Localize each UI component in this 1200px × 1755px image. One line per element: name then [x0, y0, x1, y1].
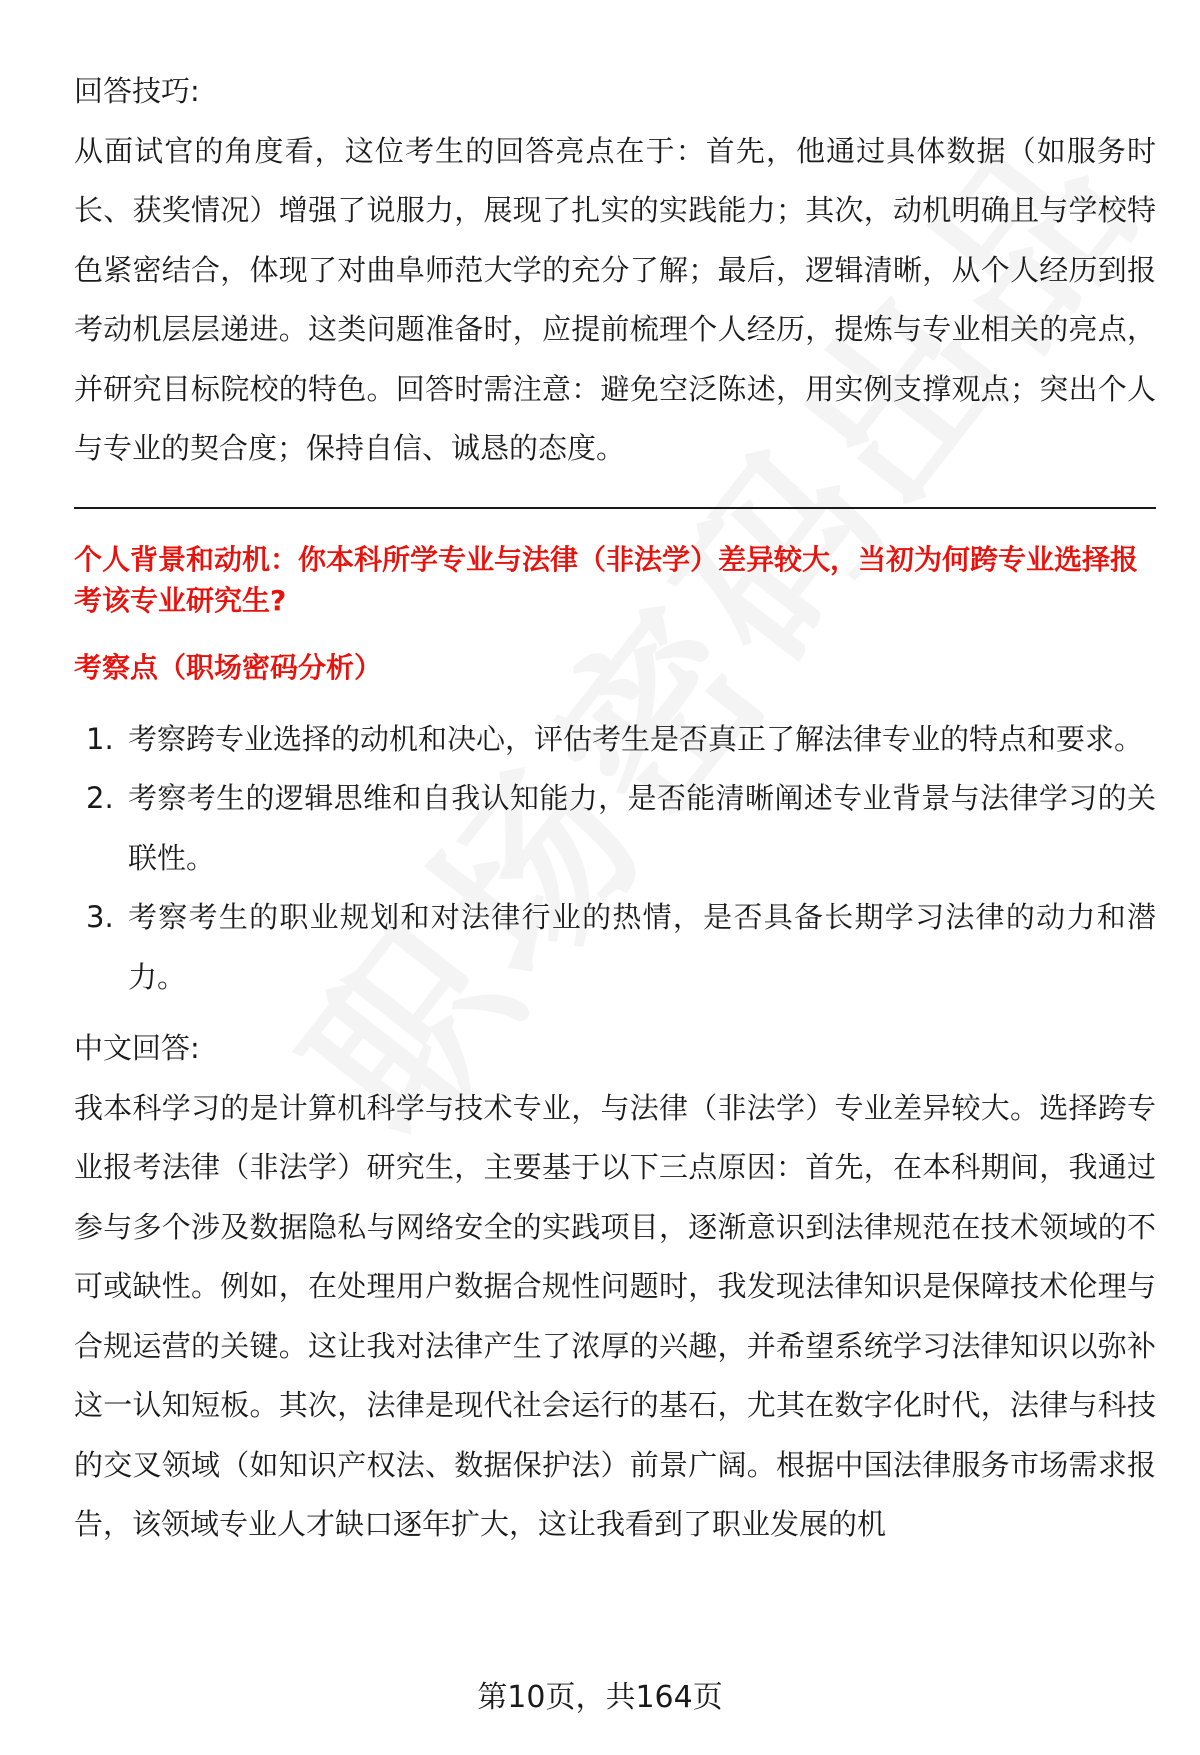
- list-item-text: 考察跨专业选择的动机和决心，评估考生是否真正了解法律专业的特点和要求。: [128, 721, 1144, 756]
- tips-body: 从面试官的角度看，这位考生的回答亮点在于：首先，他通过具体数据（如服务时长、获奖情况）增强了说服力，展现了扎实的实践能力；其次，动机明确且与学校特色紧密结合，体现了对曲阜师范大学的充分了解；最后，逻辑清晰，从个人经历到报考动机层层递进。这类问题准备时，应提前梳理个人经历，提炼与专业相关的亮点，并研究目标院校的特色。回答时需注意：避免空泛陈述，用实例支撑观点；突出个人与专业的契合度；保持自信、诚恳的态度。: [74, 133, 1156, 465]
- page-number: 第10页，共164页: [477, 1680, 723, 1715]
- list-item: [74, 710, 1156, 770]
- tips-label: 回答技巧:: [74, 74, 200, 108]
- list-item-text: 考察考生的职业规划和对法律行业的热情，是否具备长期学习法律的动力和潜力。: [128, 900, 1156, 994]
- list-item-text: 考察考生的逻辑思维和自我认知能力，是否能清晰阐述专业背景与法律学习的关联性。: [128, 781, 1156, 875]
- list-item-number: 3.: [86, 900, 114, 934]
- list-item: [74, 769, 1156, 888]
- page-content: [74, 62, 1156, 1555]
- list-item: [74, 888, 1156, 1007]
- answer-body: 我本科学习的是计算机科学与技术专业，与法律（非法学）专业差异较大。选择跨专业报考法律（非法学）研究生，主要基于以下三点原因：首先，在本科期间，我通过参与多个涉及数据隐私与网络安全的实践项目，逐渐意识到法律规范在技术领域的不可或缺性。例如，在处理用户数据合规性问题时，我发现法律知识是保障技术伦理与合规运营的关键。这让我对法律产生了浓厚的兴趣，并希望系统学习法律知识以弥补这一认知短板。其次，法律是现代社会运行的基石，尤其在数字化时代，法律与科技的交叉领域（如知识产权法、数据保护法）前景广阔。根据中国法律服务市场需求报告，该领域专业人才缺口逐年扩大，这让我看到了职业发展的机: [74, 1090, 1156, 1541]
- question-title: 个人背景和动机：你本科所学专业与法律（非法学）差异较大，当初为何跨专业选择报考该专业研究生?: [74, 542, 1139, 617]
- section-divider: [74, 507, 1156, 509]
- list-item-number: 1.: [86, 721, 114, 756]
- focus-points-list: [74, 710, 1156, 1008]
- answer-label: 中文回答:: [74, 1031, 200, 1065]
- list-item-number: 2.: [86, 781, 114, 815]
- focus-heading: 考察点（职场密码分析）: [74, 650, 383, 684]
